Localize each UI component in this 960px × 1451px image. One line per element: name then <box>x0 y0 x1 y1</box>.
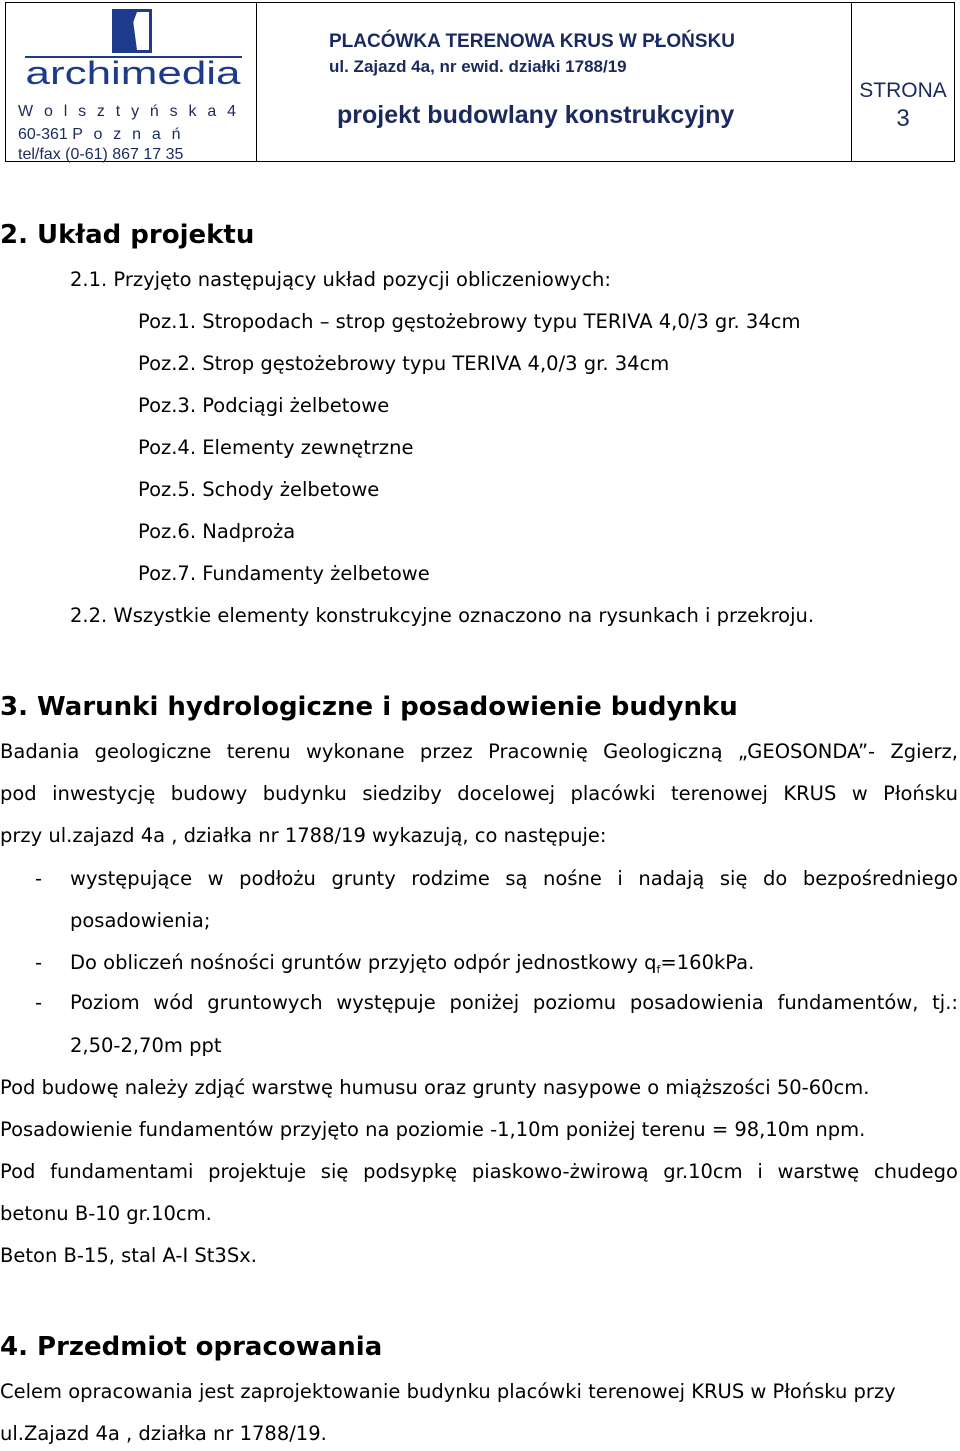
position-item: Poz.2. Strop gęstożebrowy typu TERIVA 4,0/3 gr. 34cm <box>138 352 670 375</box>
bullet-dash: - <box>35 951 43 974</box>
page-number-block <box>852 3 954 161</box>
section-2-heading: 2. Układ projektu <box>0 220 255 250</box>
archimedia-logo-mark <box>111 8 153 54</box>
project-title-block <box>257 3 852 161</box>
address-street: W o l s z t y ń s k a 4 <box>18 103 240 120</box>
project-type: projekt budowlany konstrukcyjny <box>337 101 735 129</box>
item-2-2: 2.2. Wszystkie elementy konstrukcyjne oznaczono na rysunkach i przekroju. <box>70 604 815 627</box>
item-2-1: 2.1. Przyjęto następujący układ pozycji obliczeniowych: <box>70 268 611 291</box>
bullet-3-line: Poziom wód gruntowych występuje poniżej poziomu posadowienia fundamentów, tj.: <box>70 991 958 1014</box>
address-phone: tel/fax (0-61) 867 17 35 <box>18 146 184 163</box>
address-city <box>18 126 184 144</box>
section-3-intro-line: przy ul.zajazd 4a , działka nr 1788/19 wykazują, co następuje: <box>0 824 607 847</box>
bullet-2-text: Do obliczeń nośności gruntów przyjęto odpór jednostkowy q <box>70 951 657 974</box>
bullet-dash: - <box>35 867 43 890</box>
section-3-heading: 3. Warunki hydrologiczne i posadowienie budynku <box>0 692 738 722</box>
bullet-1-line: występujące w podłożu grunty rodzime są nośne i nadają się do bezpośredniego <box>70 867 958 890</box>
svg-text:archimedia: archimedia <box>25 55 241 91</box>
address-city-name: P o z n a ń <box>72 126 184 143</box>
address-postal-code: 60-361 <box>18 126 68 143</box>
section-3-paragraph: Pod budowę należy zdjąć warstwę humusu oraz grunty nasypowe o miąższości 50-60cm. <box>0 1076 870 1099</box>
section-4-line: Celem opracowania jest zaprojektowanie budynku placówki terenowej KRUS w Płońsku przy <box>0 1380 896 1403</box>
section-3-intro-line: pod inwestycję budowy budynku siedziby docelowej placówki terenowej KRUS w Płońsku <box>0 782 958 805</box>
section-4-heading: 4. Przedmiot opracowania <box>0 1332 383 1362</box>
archimedia-logo-wordmark <box>21 51 246 91</box>
bullet-2-line <box>70 953 754 975</box>
bullet-2-value: =160kPa. <box>660 951 755 974</box>
bullet-dash: - <box>35 991 43 1014</box>
position-item: Poz.1. Stropodach – strop gęstożebrowy typu TERIVA 4,0/3 gr. 34cm <box>138 310 801 333</box>
position-item: Poz.5. Schody żelbetowe <box>138 478 380 501</box>
bullet-2-subscript: f <box>656 963 661 976</box>
position-item: Poz.3. Podciągi żelbetowe <box>138 394 390 417</box>
section-3-intro-line: Badania geologiczne terenu wykonane przez Pracownię Geologiczną „GEOSONDA”- Zgierz, <box>0 740 958 763</box>
project-address: ul. Zajazd 4a, nr ewid. działki 1788/19 <box>329 57 627 76</box>
company-logo-block <box>6 3 257 161</box>
page-header <box>5 2 955 162</box>
project-title: PLACÓWKA TERENOWA KRUS W PŁOŃSKU <box>329 31 736 52</box>
section-3-paragraph: Pod fundamentami projektuje się podsypkę piaskowo-żwirową gr.10cm i warstwę chudego <box>0 1160 958 1183</box>
bullet-1-line: posadowienia; <box>70 909 211 932</box>
section-3-paragraph: Posadowienie fundamentów przyjęto na poziomie -1,10m poniżej terenu = 98,10m npm. <box>0 1118 866 1141</box>
page-label: STRONA <box>859 79 947 102</box>
position-item: Poz.4. Elementy zewnętrzne <box>138 436 414 459</box>
page-number: 3 <box>896 105 910 132</box>
section-3-paragraph: Beton B-15, stal A-I St3Sx. <box>0 1244 257 1267</box>
position-item: Poz.6. Nadproża <box>138 520 296 543</box>
section-3-paragraph: betonu B-10 gr.10cm. <box>0 1202 212 1225</box>
position-item: Poz.7. Fundamenty żelbetowe <box>138 562 430 585</box>
bullet-3-line: 2,50-2,70m ppt <box>70 1034 222 1057</box>
section-4-line: ul.Zajazd 4a , działka nr 1788/19. <box>0 1422 327 1445</box>
